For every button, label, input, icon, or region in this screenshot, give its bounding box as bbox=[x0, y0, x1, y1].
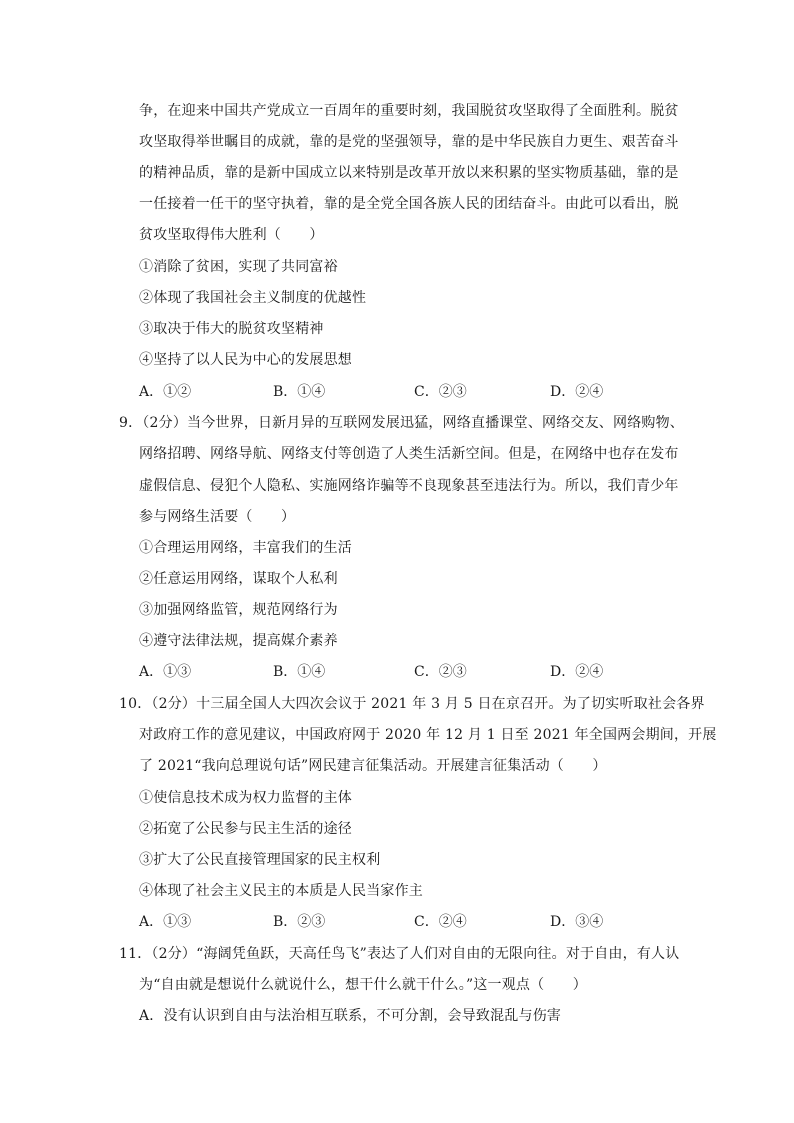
q8-option: ④坚持了以人民为中心的发展思想 bbox=[139, 352, 352, 368]
q8-stem-line: 攻坚取得举世瞩目的成就，靠的是党的坚强领导，靠的是中华民族自力更生、艰苦奋斗 bbox=[139, 134, 679, 150]
q9-stem-line: 网络招聘、网络导航、网络支付等创造了人类生活新空间。但是，在网络中也存在发布 bbox=[139, 446, 679, 462]
q10-option: ②拓宽了公民参与民主生活的途径 bbox=[139, 821, 352, 837]
q10-option: ④体现了社会主义民主的本质是人民当家作主 bbox=[139, 883, 423, 899]
q10-option: ①使信息技术成为权力监督的主体 bbox=[139, 790, 352, 806]
q10-option: ③扩大了公民直接管理国家的民主权利 bbox=[139, 852, 381, 868]
q11-choice-a[interactable]: A．没有认识到自由与法治相互联系，不可分割，会导致混乱与伤害 bbox=[139, 1008, 562, 1024]
q10-choice-b[interactable]: B．②③ bbox=[273, 914, 326, 930]
q9-choice-d[interactable]: D．②④ bbox=[550, 664, 604, 680]
q10-stem-line: 对政府工作的意见建议，中国政府网于 2020 年 12 月 1 日至 2021 年全国两会期间，开展 bbox=[139, 727, 717, 743]
q8-choice-d[interactable]: D．②④ bbox=[550, 384, 604, 400]
q9-option: ④遵守法律法规，提高媒介素养 bbox=[139, 633, 338, 649]
q11-stem-line: 11．（2分）“海阔凭鱼跃，天高任鸟飞”表达了人们对自由的无限向往。对于自由，有人认 bbox=[119, 946, 680, 962]
q9-choice-c[interactable]: C．②③ bbox=[414, 664, 467, 680]
q9-stem-line: 虚假信息、侵犯个人隐私、实施网络诈骗等不良现象甚至违法行为。所以，我们青少年 bbox=[139, 478, 679, 494]
q9-choice-b[interactable]: B．①④ bbox=[273, 664, 326, 680]
q9-stem-line: 参与网络生活要（ ） bbox=[139, 509, 296, 525]
q8-stem-line: 争，在迎来中国共产党成立一百周年的重要时刻，我国脱贫攻坚取得了全面胜利。脱贫 bbox=[139, 103, 679, 119]
q10-choice-a[interactable]: A．①③ bbox=[139, 914, 192, 930]
q8-choice-c[interactable]: C．②③ bbox=[414, 384, 467, 400]
q9-choice-a[interactable]: A．①③ bbox=[139, 664, 192, 680]
q8-choice-a[interactable]: A．①② bbox=[139, 384, 192, 400]
q10-stem-line: 10．（2分）十三届全国人大四次会议于 2021 年 3 月 5 日在京召开。为了切实听取社会各界 bbox=[119, 696, 705, 712]
q9-option: ③加强网络监管，规范网络行为 bbox=[139, 602, 338, 618]
q11-stem-line: 为“自由就是想说什么就说什么，想干什么就干什么。”这一观点（ ） bbox=[139, 977, 587, 993]
q10-choice-d[interactable]: D．③④ bbox=[550, 914, 604, 930]
q8-stem-line: 的精神品质，靠的是新中国成立以来特别是改革开放以来积累的坚实物质基础，靠的是 bbox=[139, 165, 679, 181]
q8-option: ①消除了贫困，实现了共同富裕 bbox=[139, 259, 338, 275]
q8-stem-line: 一任接着一任干的坚守执着，靠的是全党全国各族人民的团结奋斗。由此可以看出，脱 bbox=[139, 196, 679, 212]
q9-option: ①合理运用网络，丰富我们的生活 bbox=[139, 540, 352, 556]
q9-stem-line: 9．（2分）当今世界，日新月异的互联网发展迅猛，网络直播课堂、网络交友、网络购物、 bbox=[119, 415, 685, 431]
q8-option: ②体现了我国社会主义制度的优越性 bbox=[139, 290, 367, 306]
q10-choice-c[interactable]: C．②④ bbox=[414, 914, 467, 930]
q8-option: ③取决于伟大的脱贫攻坚精神 bbox=[139, 321, 324, 337]
q8-stem-line: 贫攻坚取得伟大胜利（ ） bbox=[139, 227, 324, 243]
q8-choice-b[interactable]: B．①④ bbox=[273, 384, 326, 400]
q10-stem-line: 了 2021“我向总理说句话”网民建言征集活动。开展建言征集活动（ ） bbox=[139, 758, 607, 774]
q9-option: ②任意运用网络，谋取个人私利 bbox=[139, 571, 338, 587]
